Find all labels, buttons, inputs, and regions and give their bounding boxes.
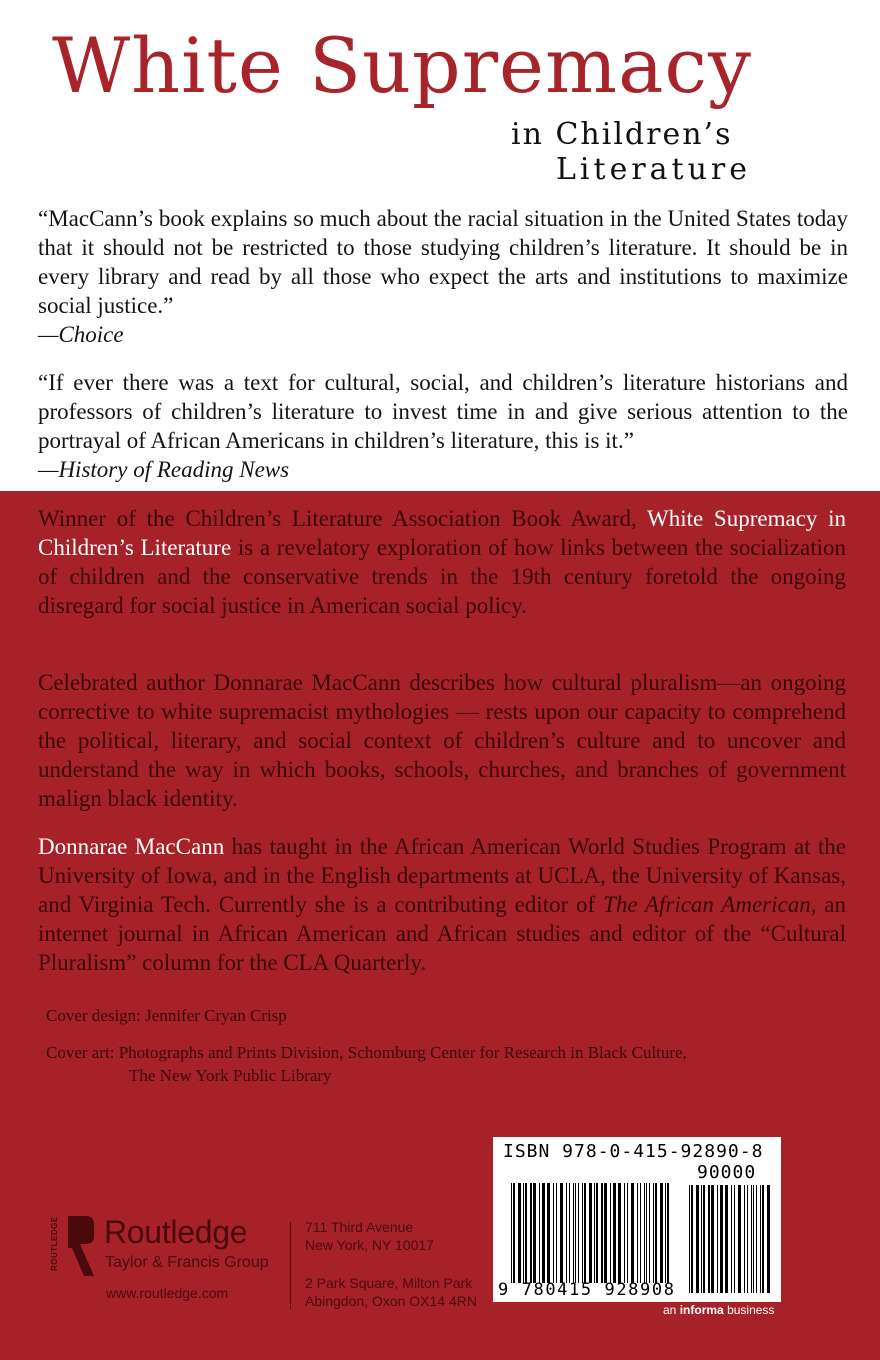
address-line: 711 Third Avenue [305, 1219, 414, 1235]
barcode-bar [725, 1185, 728, 1293]
barcode-bar [708, 1185, 710, 1293]
barcode-bar [556, 1183, 557, 1283]
review-quote-1 [38, 204, 848, 349]
barcode-bar [530, 1183, 532, 1283]
description-rest: is a revelatory exploration of how links between the socialization of children and the conservative trends in the 19th century foretold the ongoing disregard for social justice in American social policy. [38, 535, 847, 618]
price-code: 90000 [697, 1162, 757, 1183]
cover-design-credit: Cover design: Jennifer Cryan Crisp [46, 1006, 287, 1025]
description-paragraph-2 [38, 668, 846, 813]
barcode-bar [542, 1183, 545, 1283]
barcode-bar [578, 1183, 579, 1283]
barcode-bar [691, 1185, 693, 1293]
cover-art-credit [46, 1041, 846, 1087]
cover-art-line1: Cover art: Photographs and Prints Division, Schomburg Center for Research in Black Culture, [46, 1043, 687, 1062]
journal-title: The African American [603, 892, 811, 917]
barcode-bar [767, 1185, 770, 1293]
barcode-bar [696, 1185, 699, 1293]
barcode-bar [720, 1185, 723, 1293]
description-paragraph-1 [38, 504, 846, 620]
description-text: Celebrated author Donnarae MacCann describes how cultural pluralism—an ongoing corrective to white supremacist mythologies — rests upon our capacity to comprehend the political, literary, and social context of children’s culture and to uncover and understand the way in which books, schools, churches, and branches of government malign black identity. [38, 670, 846, 811]
barcode-bar [731, 1185, 732, 1293]
isbn-barcode [493, 1137, 781, 1302]
publisher-group: Taylor & Francis Group [105, 1254, 269, 1271]
description-lead: Winner of the Children’s Literature Association Book Award, [38, 506, 637, 531]
barcode-bar [584, 1183, 586, 1283]
book-subtitle-line2: Literature [556, 152, 752, 187]
barcode-bar [594, 1183, 595, 1283]
informa-brand: informa [679, 1303, 724, 1317]
barcode-bar [627, 1183, 628, 1283]
publisher-name: Routledge [104, 1214, 248, 1250]
publisher-divider [290, 1222, 291, 1309]
barcode-bar [518, 1183, 521, 1283]
barcode-bar [744, 1185, 745, 1293]
barcode-bar [525, 1183, 527, 1283]
barcode-bar [624, 1183, 625, 1283]
barcode-bar [667, 1183, 669, 1283]
barcode-bar [547, 1183, 550, 1283]
address-line: Abingdon, Oxon OX14 4RN [305, 1293, 477, 1309]
review-source: —History of Reading News [38, 457, 290, 482]
barcode-bar [646, 1183, 647, 1283]
barcode-bar [560, 1183, 563, 1283]
barcode-bar [689, 1185, 690, 1293]
barcode-bar [601, 1183, 603, 1283]
author-bio [38, 832, 846, 977]
barcode-bar [649, 1183, 650, 1283]
barcode-bar [604, 1183, 607, 1283]
barcode-bar [573, 1183, 574, 1283]
barcode-bar [596, 1183, 598, 1283]
barcode-bar [703, 1185, 705, 1293]
review-text: “If ever there was a text for cultural, social, and children’s literature historians and professors of children’s literature to invest time in and give serious attention to the portrayal of African Americans in children’s literature, this is it.” [38, 370, 848, 453]
ean-bars [511, 1183, 669, 1283]
barcode-bar [575, 1183, 576, 1283]
ean-digits: 9 780415 928908 [498, 1280, 676, 1300]
informa-tagline [663, 1303, 774, 1317]
cover-art-line2: The New York Public Library [129, 1066, 332, 1085]
publisher-address-uk [305, 1274, 477, 1310]
review-quote-2 [38, 368, 848, 484]
barcode-bar [701, 1185, 702, 1293]
publisher-address-ny [305, 1218, 434, 1254]
barcode-bar [511, 1183, 512, 1283]
barcode-bar [533, 1183, 536, 1283]
address-line: 2 Park Square, Milton Park [305, 1275, 473, 1291]
barcode-bar [711, 1185, 714, 1293]
publisher-url[interactable]: www.routledge.com [106, 1285, 229, 1301]
barcode-bar [760, 1185, 761, 1293]
review-source: —Choice [38, 322, 124, 347]
author-bio-text-2: , an internet journal in African American and African studies and editor of the “Cultural Pluralism” column for the CLA Quarterly. [38, 892, 847, 975]
barcode-bar [756, 1185, 757, 1293]
barcode-bar [637, 1183, 638, 1283]
isbn-number: ISBN 978-0-415-92890-8 [503, 1141, 764, 1162]
routledge-vertical-label: ROUTLEDGE [50, 1216, 59, 1272]
barcode-bar [734, 1185, 735, 1293]
review-text: “MacCann’s book explains so much about the racial situation in the United States today that it should not be restricted to those studying children’s literature. It should be in every library and read by all those who expect the arts and institutions to maximize social justice.” [38, 206, 848, 318]
description-book-title: White Supremacy in Children’s Literature [38, 506, 846, 560]
barcode-bar [655, 1183, 657, 1283]
barcode-bar [523, 1183, 524, 1283]
address-line: New York, NY 10017 [305, 1237, 434, 1253]
barcode-bar [738, 1185, 741, 1293]
addon-bars [689, 1185, 770, 1293]
barcode-bar [665, 1183, 666, 1283]
barcode-bar [631, 1183, 634, 1283]
informa-suffix: business [727, 1303, 775, 1317]
barcode-bar [717, 1185, 718, 1293]
barcode-bar [589, 1183, 592, 1283]
author-name: Donnarae MacCann [38, 834, 225, 859]
barcode-bar [566, 1183, 567, 1283]
barcode-bar [569, 1183, 570, 1283]
barcode-bar [660, 1183, 663, 1283]
author-bio-text: has taught in the African American World Studies Program at the University of Iowa, and in the English departments at UCLA, the University of Kansas, and Virginia Tech. Currently she is a contributing editor of [38, 834, 847, 917]
informa-prefix: an [663, 1303, 677, 1317]
barcode-bar [653, 1183, 654, 1283]
barcode-bar [618, 1183, 621, 1283]
book-subtitle-line1: in Children’s [511, 117, 733, 152]
barcode-bar [762, 1185, 764, 1293]
barcode-bar [513, 1183, 515, 1283]
barcode-bar [613, 1183, 616, 1283]
barcode-bar [553, 1183, 554, 1283]
barcode-bar [644, 1183, 645, 1283]
barcode-bar [747, 1185, 748, 1293]
barcode-bar [753, 1185, 754, 1293]
barcode-bar [610, 1183, 611, 1283]
barcode-bar [640, 1183, 641, 1283]
barcode-bar [582, 1183, 583, 1283]
barcode-bar [539, 1183, 540, 1283]
book-title: White Supremacy [52, 21, 752, 110]
barcode-bar [751, 1185, 752, 1293]
